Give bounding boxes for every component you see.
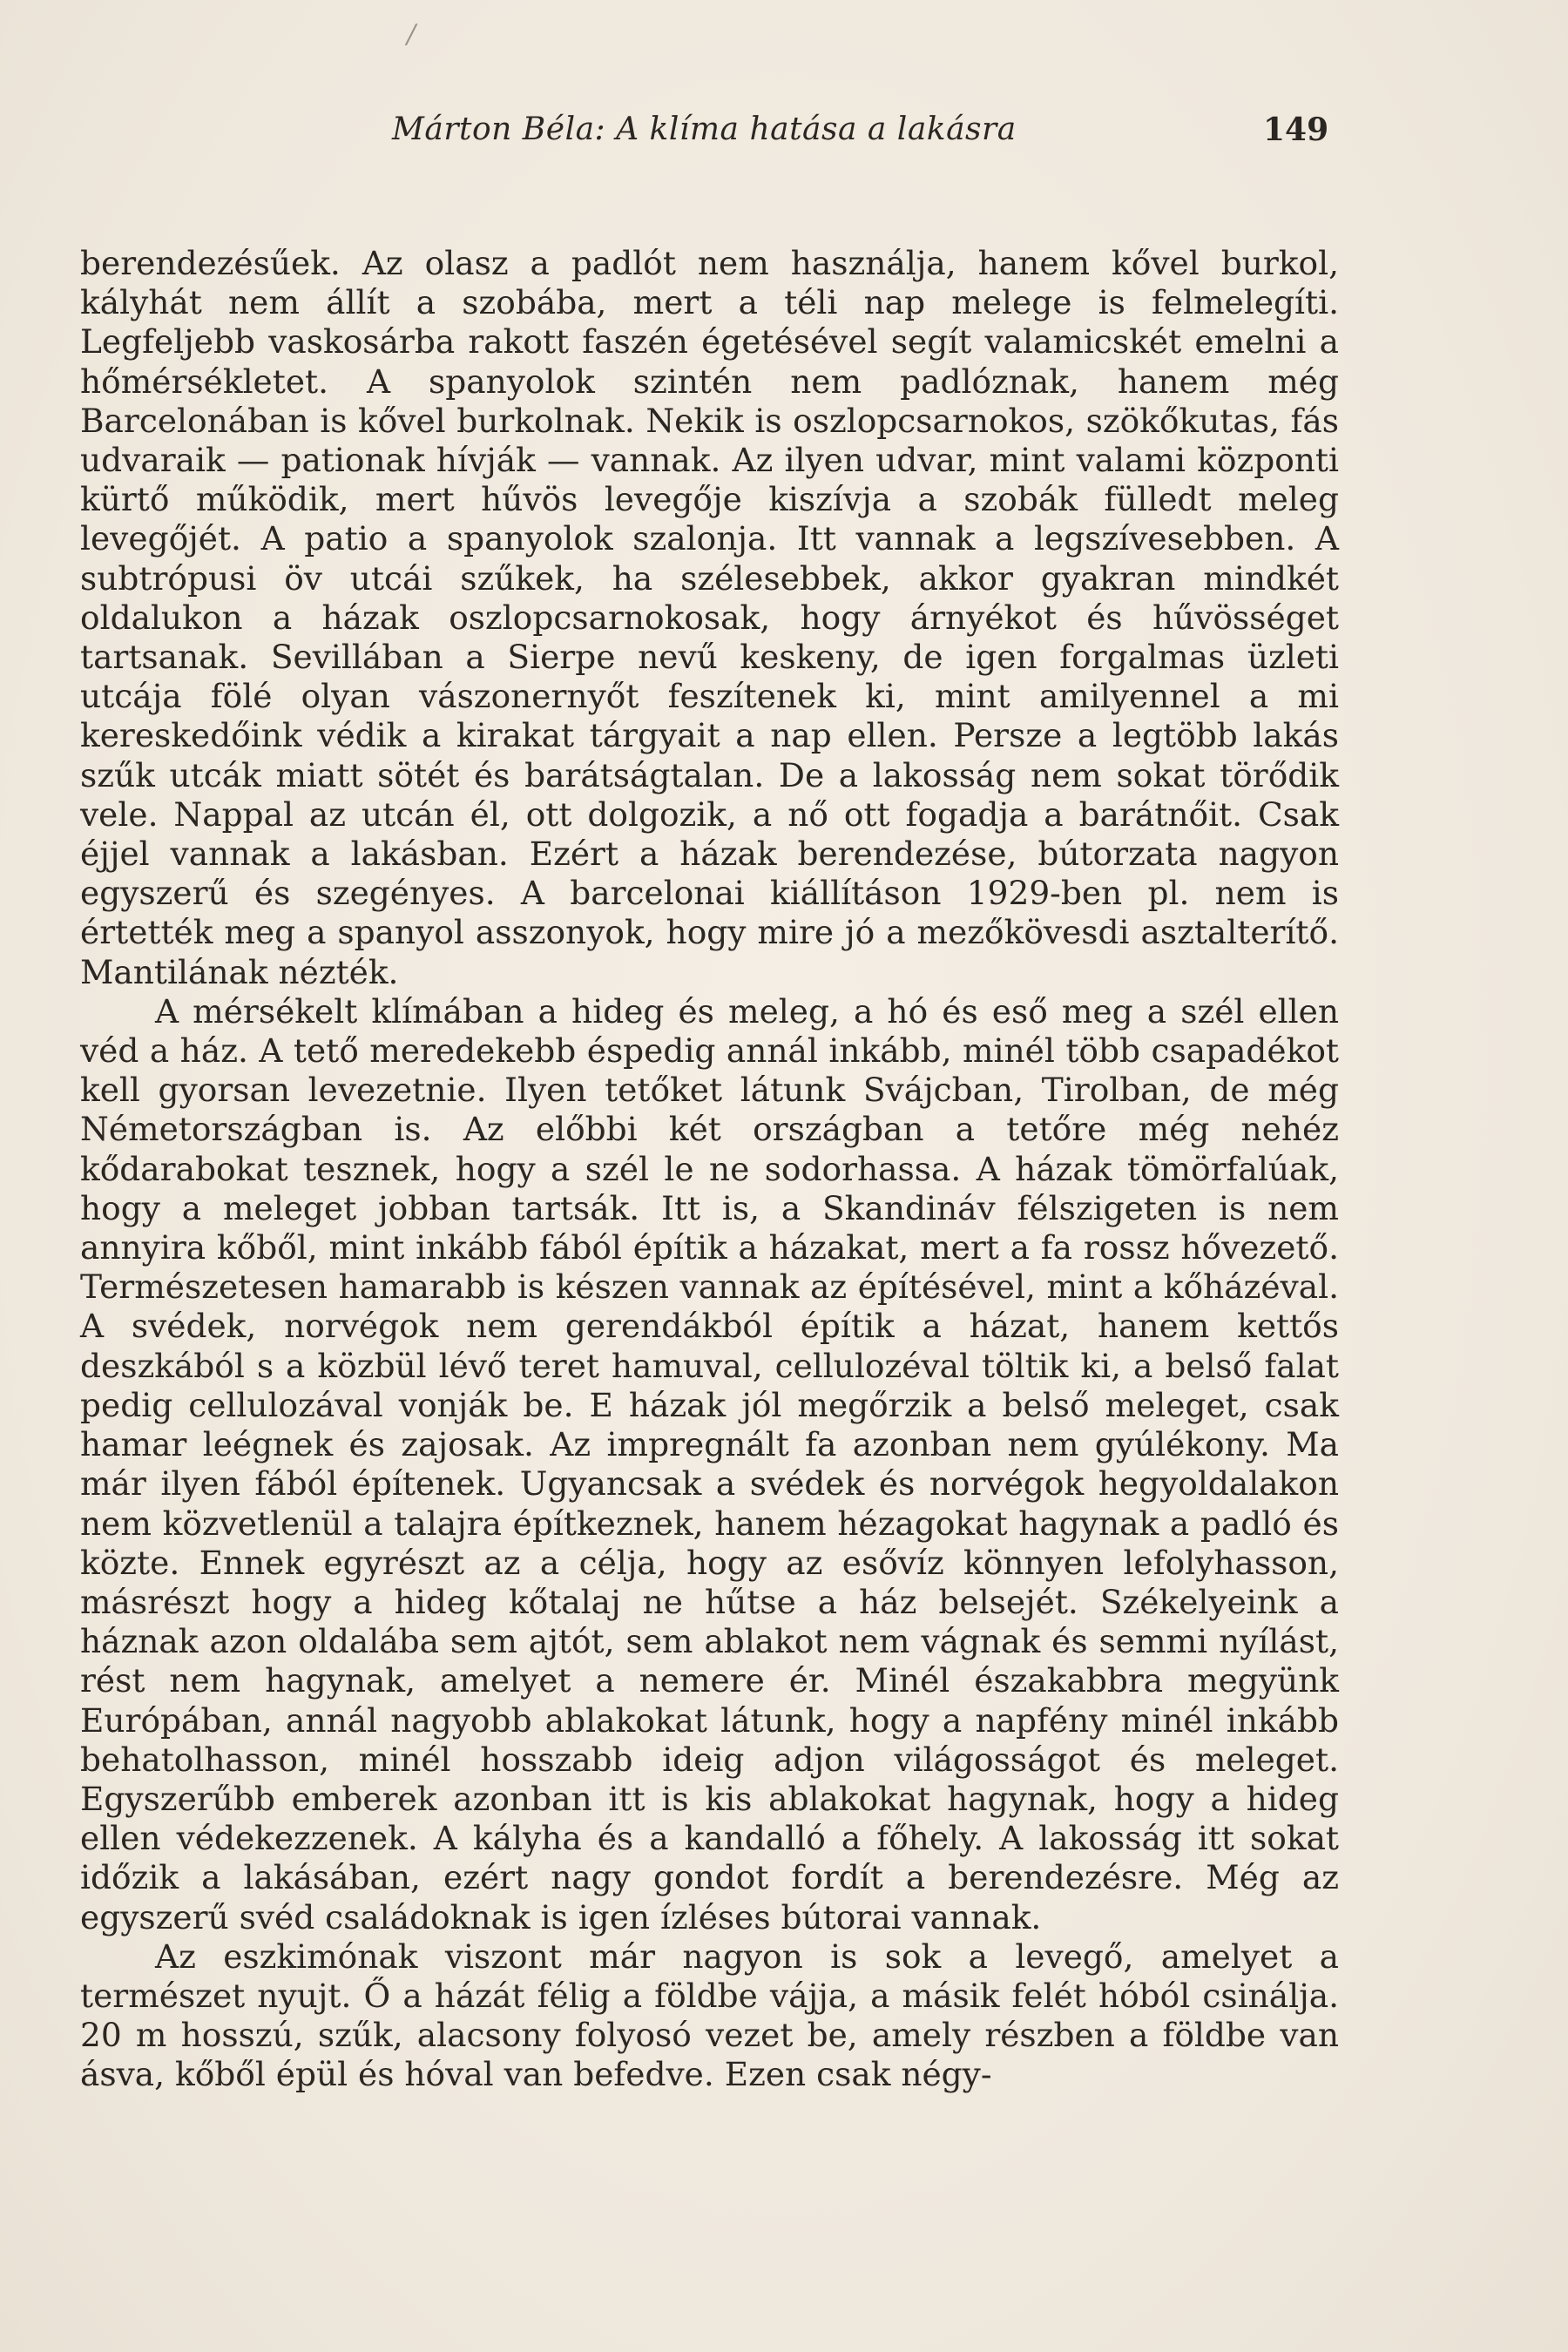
paragraph-3: Az eszkimónak viszont már nagyon is sok a levegő, amelyet a természet nyujt. Ő a házát félig a földbe vájja, a másik felét hóból csinálja. 20 m hosszú, szűk, alacsony folyosó vezet be, amely részben a földbe van ásva, kőből épül és hóval van befedve. Ezen csak négy- xyxy=(80,1936,1339,2094)
pencil-mark: / xyxy=(407,19,416,50)
running-head: Márton Béla: A klíma hatása a lakásra xyxy=(392,112,1017,147)
paragraph-2: A mérsékelt klímában a hideg és meleg, a hó és eső meg a szél ellen véd a ház. A tető meredekebb éspedig annál inkább, minél több csapadékot kell gyorsan levezetnie. Ilyen tetőket látunk Svájcban, Tirolban, de még Németországban is. Az előbbi két országban a tetőre még nehéz kődarabokat tesznek, hogy a szél le ne sodorhassa. A házak tömörfalúak, hogy a meleget jobban tartsák. Itt is, a Skandináv félszigeten is nem annyira kőből, mint inkább fából építik a házakat, mert a fa rossz hővezető. Természetesen hamarabb is készen vannak az építésével, mint a kőházéval. A svédek, norvégok nem gerendákból építik a házat, hanem kettős deszkából s a közbül lévő teret hamuval, cellulozéval töltik ki, a belső falat pedig cellulozával vonják be. E házak jól megőrzik a belső meleget, csak hamar leégnek és zajosak. Az impregnált fa azonban nem gyúlékony. Ma már ilyen fából építenek. Ugyancsak a svédek és norvégok hegyoldalakon nem közvetlenül a talajra építkeznek, hanem hézagokat hagynak a padló és közte. Ennek egyrészt az a célja, hogy az esővíz könnyen lefolyhasson, másrészt hogy a hideg kőtalaj ne hűtse a ház belsejét. Székelyeink a háznak azon oldalába sem ajtót, sem ablakot nem vágnak és semmi nyílást, rést nem hagynak, amelyet a nemere ér. Minél északabbra megyünk Európában, annál nagyobb ablakokat látunk, hogy a napfény minél inkább behatolhasson, minél hosszabb ideig adjon világosságot és meleget. Egyszerűbb emberek azonban itt is kis ablakokat hagynak, hogy a hideg ellen védekezzenek. A kályha és a kandalló a főhely. A lakosság itt sokat időzik a lakásában, ezért nagy gondot fordít a berendezésre. Még az egyszerű svéd családoknak is igen ízléses bútorai vannak. xyxy=(80,991,1339,1936)
body-text xyxy=(80,244,1339,2095)
paragraph-1: berendezésűek. Az olasz a padlót nem használja, hanem kővel burkol, kályhát nem állít a szobába, mert a téli nap melege is felmelegíti. Legfeljebb vaskosárba rakott faszén égetésével segít valamicskét emelni a hőmérsékletet. A spanyolok szintén nem padlóznak, hanem még Barcelonában is kővel burkolnak. Nekik is oszlopcsarnokos, szökőkutas, fás udvaraik — pationak hívják — vannak. Az ilyen udvar, mint valami központi kürtő működik, mert hűvös levegője kiszívja a szobák fülledt meleg levegőjét. A patio a spanyolok szalonja. Itt vannak a legszívesebben. A subtrópusi öv utcái szűkek, ha szélesebbek, akkor gyakran mindkét oldalukon a házak oszlopcsarnokosak, hogy árnyékot és hűvösséget tartsanak. Sevillában a Sierpe nevű keskeny, de igen forgalmas üzleti utcája fölé olyan vászonernyőt feszítenek ki, mint amilyennel a mi kereskedőink védik a kirakat tárgyait a nap ellen. Persze a legtöbb lakás szűk utcák miatt sötét és barátságtalan. De a lakosság nem sokat törődik vele. Nappal az utcán él, ott dolgozik, a nő ott fogadja a barátnőit. Csak éjjel vannak a lakásban. Ezért a házak berendezése, bútorzata nagyon egyszerű és szegényes. A barcelonai kiállításon 1929-ben pl. nem is értették meg a spanyol asszonyok, hogy mire jó a mezőkövesdi asztalterítő. Mantilának nézték. xyxy=(80,244,1339,991)
page-number: 149 xyxy=(1263,112,1329,148)
